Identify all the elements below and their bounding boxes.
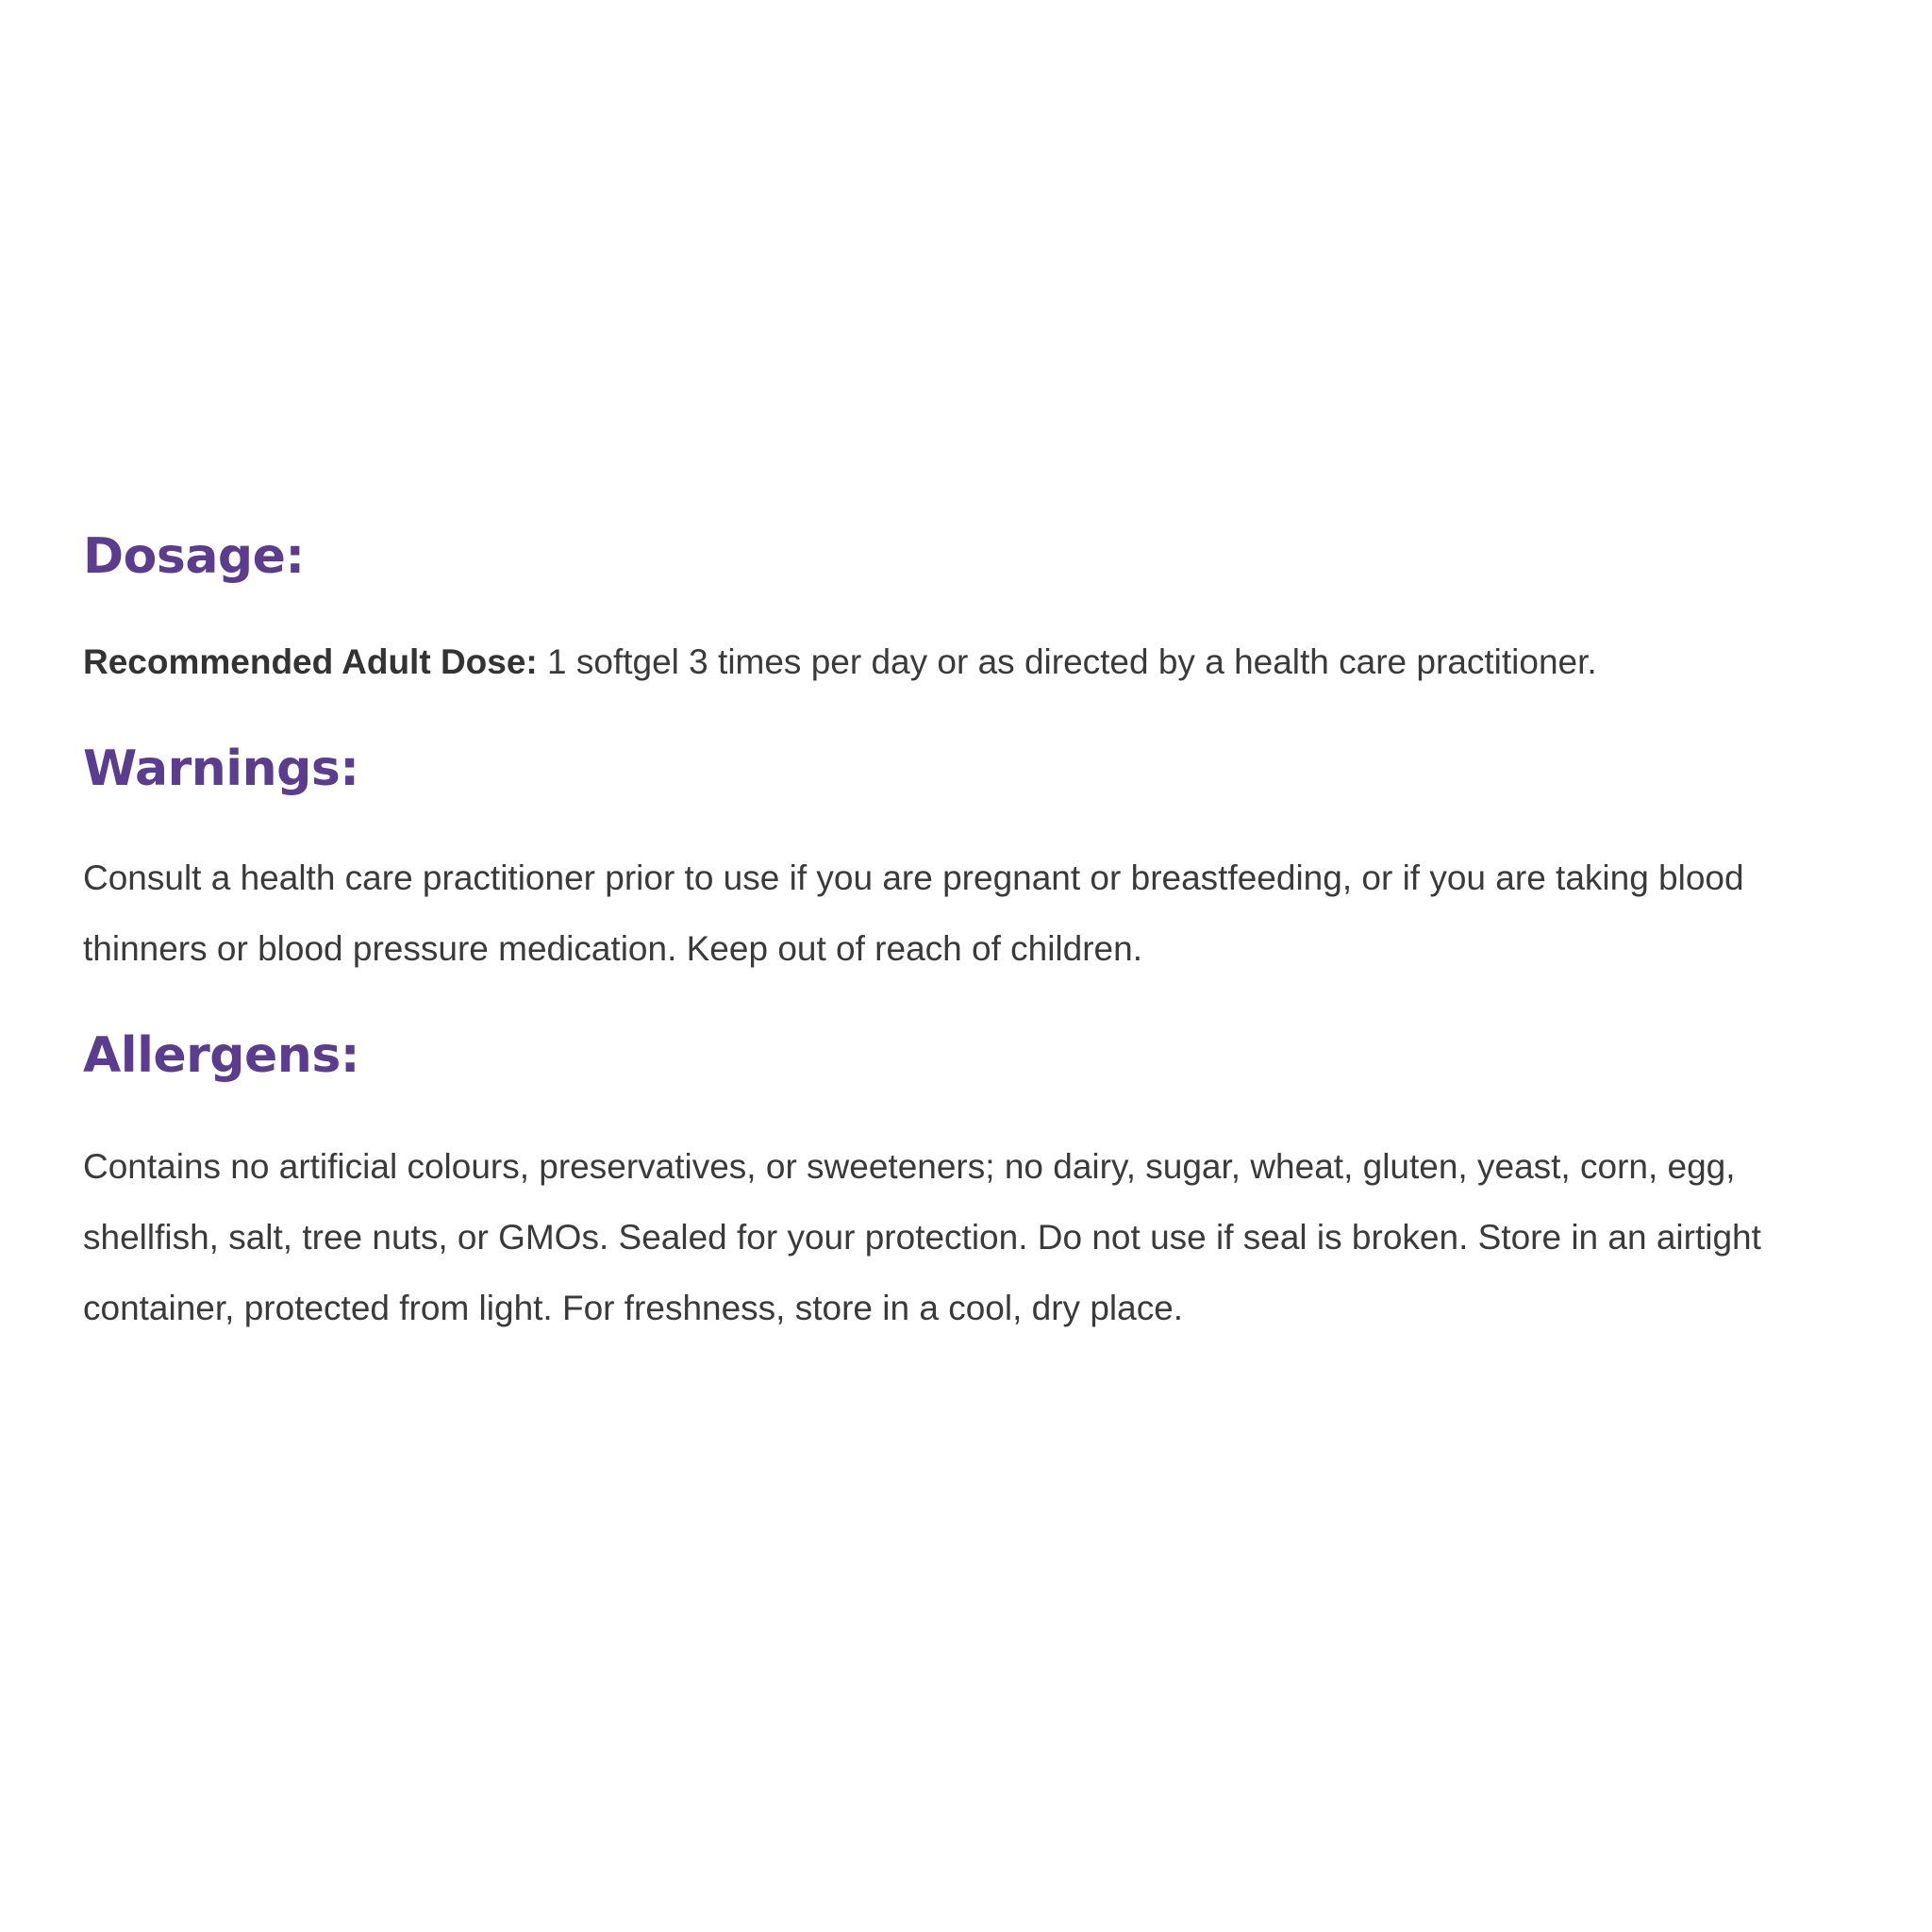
dose-label: Recommended Adult Dose:	[83, 642, 538, 681]
allergens-heading: Allergens:	[83, 1027, 360, 1084]
dose-value: 1 softgel 3 times per day or as directed by a health care practitioner.	[537, 642, 1597, 681]
warnings-heading: Warnings:	[83, 741, 359, 797]
dosage-text	[83, 626, 1875, 697]
warnings-text: Consult a health care practitioner prior to use if you are pregnant or breastfeeding, or if you are taking blood thinners or blood pressure medication. Keep out of reach of children.	[83, 858, 1744, 968]
allergens-section	[83, 1008, 1875, 1343]
product-info-content	[83, 509, 1875, 1343]
dosage-heading: Dosage:	[83, 528, 305, 585]
warnings-section	[83, 722, 1875, 984]
dosage-section	[83, 509, 1875, 697]
allergens-text: Contains no artificial colours, preservatives, or sweeteners; no dairy, sugar, wheat, gluten, yeast, corn, egg, shellfish, salt, tree nuts, or GMOs. Sealed for your protection. Do not use if seal is broken. Store in an airtight container, protected from light. For freshness, store in a cool, dry place.	[83, 1147, 1761, 1327]
